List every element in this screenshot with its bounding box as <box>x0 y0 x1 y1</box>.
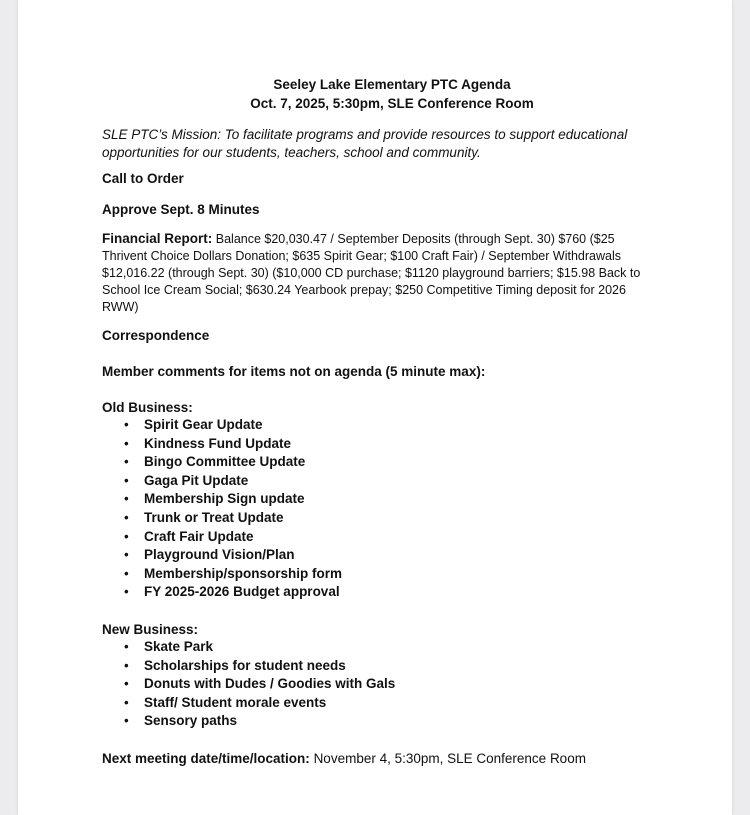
approve-minutes: Approve Sept. 8 Minutes <box>102 202 260 217</box>
list-item: • Trunk or Treat Update <box>102 509 662 528</box>
bullet-icon: • <box>124 694 129 710</box>
new-business-section <box>102 621 662 731</box>
correspondence: Correspondence <box>102 328 210 343</box>
list-item: • Membership Sign update <box>102 490 662 509</box>
bullet-icon: • <box>124 638 129 654</box>
bullet-icon: • <box>124 713 129 729</box>
bullet-icon: • <box>124 565 129 581</box>
financial-report <box>102 230 662 316</box>
list-item: • Playground Vision/Plan <box>102 546 662 565</box>
bullet-icon: • <box>124 417 129 432</box>
bullet-icon: • <box>124 657 129 673</box>
list-item: • Kindness Fund Update <box>102 435 662 454</box>
bullet-icon: • <box>124 528 129 544</box>
document-page <box>18 0 732 815</box>
old-business-section <box>102 399 662 602</box>
bullet-icon: • <box>124 472 129 488</box>
next-meeting-label: Next meeting date/time/location: <box>102 750 310 766</box>
member-comments: Member comments for items not on agenda (5 minute max): <box>102 364 486 379</box>
bullet-icon: • <box>124 676 129 692</box>
next-meeting-text: November 4, 5:30pm, SLE Conference Room <box>313 750 586 766</box>
list-item: • Skate Park <box>102 638 662 657</box>
new-business-list <box>102 638 662 731</box>
list-item: • Bingo Committee Update <box>102 453 662 472</box>
old-business-list <box>102 416 662 602</box>
financial-report-label: Financial Report: <box>102 231 213 246</box>
bullet-icon: • <box>124 509 129 525</box>
next-meeting <box>102 750 662 767</box>
list-item: • Sensory paths <box>102 712 662 731</box>
agenda-date-location: Oct. 7, 2025, 5:30pm, SLE Conference Room <box>250 96 534 111</box>
list-item: • Scholarships for student needs <box>102 657 662 676</box>
financial-report-text: Balance $20,030.47 / September Deposits (through Sept. 30) $760 ($25 Thrivent Choice Dollars Donation; $635 Spirit Gear; $100 Craft Fair) / September Withdrawals $12,016.22 (through Sept. 30) ($10,000 CD purchase; $1120 playground barriers; $15.98 Back to School Ice Cream Social; $630.24 Yearbook prepay; $250 Competitive Timing deposit for 2026 RWW) <box>102 232 641 314</box>
list-item: • FY 2025-2026 Budget approval <box>102 583 662 602</box>
new-business-heading: New Business: <box>102 621 199 637</box>
mission-statement: SLE PTC’s Mission: To facilitate programs and provide resources to support educational opportunities for our students, teachers, school and community. <box>102 127 628 160</box>
list-item: • Membership/sponsorship form <box>102 565 662 584</box>
bullet-icon: • <box>124 435 129 451</box>
bullet-icon: • <box>124 491 129 507</box>
agenda-title: Seeley Lake Elementary PTC Agenda <box>273 77 511 92</box>
agenda-content <box>102 75 662 767</box>
list-item: • Spirit Gear Update <box>102 416 662 435</box>
bullet-icon: • <box>124 547 129 563</box>
old-business-heading: Old Business: <box>102 400 193 415</box>
call-to-order: Call to Order <box>102 171 184 186</box>
list-item: • Craft Fair Update <box>102 528 662 547</box>
list-item: • Gaga Pit Update <box>102 472 662 491</box>
bullet-icon: • <box>124 584 129 600</box>
list-item: • Donuts with Dudes / Goodies with Gals <box>102 675 662 694</box>
list-item: • Staff/ Student morale events <box>102 694 662 713</box>
bullet-icon: • <box>124 454 129 470</box>
